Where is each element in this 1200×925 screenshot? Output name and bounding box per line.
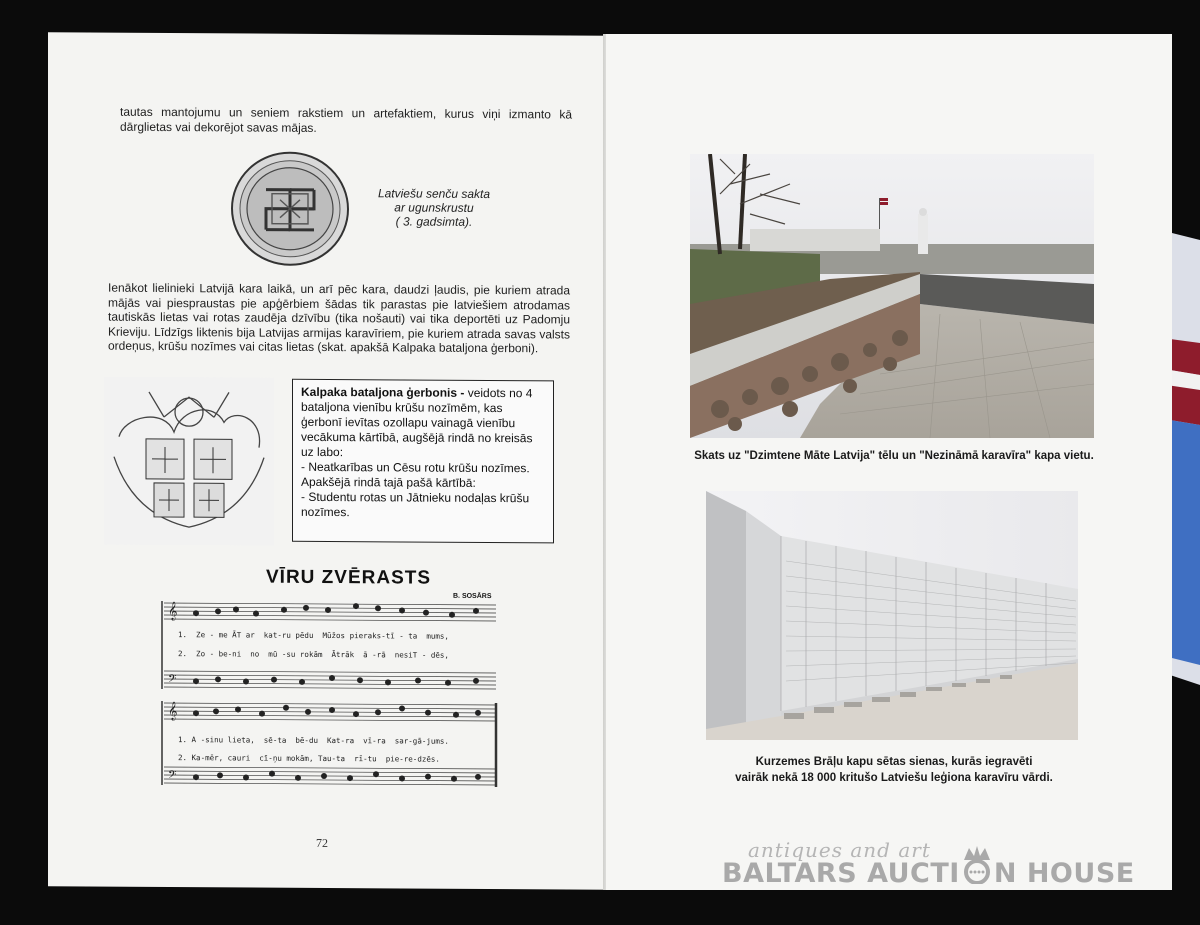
svg-text:𝄢: 𝄢: [168, 769, 177, 785]
song-title: VĪRU ZVĒRASTS: [266, 566, 432, 589]
left-page: [48, 32, 608, 889]
watermark-tagline: antiques and art: [748, 838, 931, 862]
box-text: veidots no 4 bataljona vienību krūšu nozīmēm, kas ģerbonī ievītas ozollapu vainagā vienību vecākuma kārtībā, augšējā rindā no kreisās uz labo:: [301, 385, 533, 460]
brooch-caption: Latviešu senču sakta ar ugunskrustu ( 3. gadsimta).: [377, 186, 491, 229]
box-line-1: - Neatkarības un Cēsu rotu krūšu nozīmes.: [301, 459, 530, 476]
svg-text:𝄢: 𝄢: [168, 673, 177, 689]
sheet-music-image: [156, 592, 506, 797]
box-line-3: - Studentu rotas un Jātnieku nodaļas krūšu nozīmes.: [301, 489, 530, 520]
box-heading: Kalpaka bataljona ģerbonis -: [301, 384, 465, 400]
coat-of-arms-description-box: [292, 379, 554, 544]
lyrics-line-3: 1. A -sinu lieta, sē-ta bē-du Kat-ra vī-ra sar-gā-jums.: [178, 735, 449, 746]
page-number: 72: [316, 835, 328, 850]
memorial-wall-photo: [706, 491, 1078, 740]
body-paragraph: Ienākot lielinieki Latvijā kara laikā, un arī pēc kara, daudzi ļaudis, pie kuriem atrada mājās vai piespraustas pie apģērbiem šādas tik parastas pie latviešiem atrodamas tautiskās lietas vai rotas zaudēja dzīvību (tika nošauti) vai tika deportēti uz Padomju Krieviju. Līdzīgs liktenis bija Latvijas armijas karavīriem, pie kuriem atrada savas valsts ordeņus, krūšu nozīmes vai citas lietas (skat. apakšā Kalpaka bataljona ģerboni).: [108, 280, 570, 356]
wall-photo-caption: Kurzemes Brāļu kapu sētas sienas, kurās iegravēti vairāk nekā 18 000 kritušo Latviešu leģiona karavīru vārdi.: [735, 756, 1053, 784]
intro-paragraph: tautas mantojumu un seniem rakstiem un artefaktiem, kurus viņi izmanto kā dārglietas vai dekorējot savas mājas.: [120, 104, 572, 135]
watermark-brand: BALTARS AUCTI N HOUSE: [722, 858, 1135, 889]
memorial-photo: [690, 154, 1094, 438]
ancestral-brooch-image: [228, 149, 353, 268]
kalpaka-coat-of-arms-image: [104, 377, 274, 546]
box-line-2: Apakšējā rindā tajā pašā kārtībā:: [301, 474, 476, 490]
lyrics-line-2: 2. Zo - be-ni no mū -su rokām Ātrāk ā -rā nesiT - dēs,: [178, 649, 449, 660]
memorial-photo-caption: Skats uz "Dzimtene Māte Latvija" tēlu un "Nezināmā karavīra" kapa vietu.: [694, 450, 1094, 462]
svg-text:𝄞: 𝄞: [168, 601, 178, 621]
lyrics-line-4: 2. Ka-mēr, cauri cī-ņu mokām, Tau-ta rī-tu pie-re-dzēs.: [178, 753, 440, 764]
svg-text:𝄞: 𝄞: [168, 701, 178, 721]
lyrics-line-1: 1. Ze - me ĀT ar kat-ru pēdu Mūžos pieraks-tī - ta mums,: [178, 630, 449, 641]
composer-name: B. SOSĀRS: [453, 592, 492, 600]
right-page: [606, 34, 1172, 890]
crown-o-icon: [960, 858, 994, 886]
